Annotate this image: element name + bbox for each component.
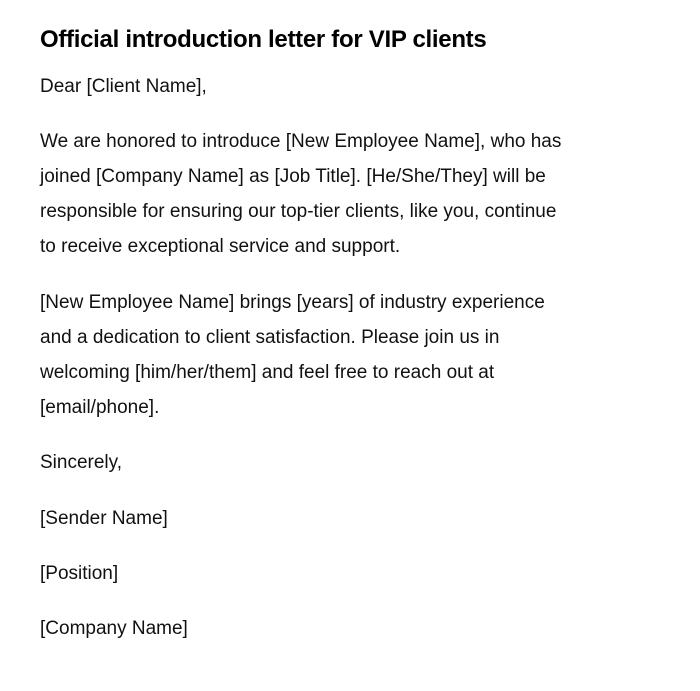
paragraph-line: and a dedication to client satisfaction. Please join us in [40, 327, 500, 348]
paragraph-line: [email/phone]. [40, 397, 160, 418]
paragraph-experience [40, 285, 640, 425]
closing: Sincerely, [40, 452, 123, 473]
paragraph-line: [New Employee Name] brings [years] of industry experience [40, 292, 545, 313]
paragraph-introduction [40, 124, 640, 264]
paragraph-line: welcoming [him/her/them] and feel free to reach out at [40, 362, 495, 383]
salutation: Dear [Client Name], [40, 76, 207, 97]
sender-position: [Position] [40, 563, 119, 584]
company-name: [Company Name] [40, 618, 188, 639]
sender-name: [Sender Name] [40, 508, 168, 529]
paragraph-line: We are honored to introduce [New Employee Name], who has [40, 131, 562, 152]
paragraph-line: to receive exceptional service and support. [40, 236, 401, 257]
paragraph-line: joined [Company Name] as [Job Title]. [He/She/They] will be [40, 166, 546, 187]
paragraph-line: responsible for ensuring our top-tier clients, like you, continue [40, 201, 557, 222]
document-title: Official introduction letter for VIP clients [40, 26, 487, 53]
